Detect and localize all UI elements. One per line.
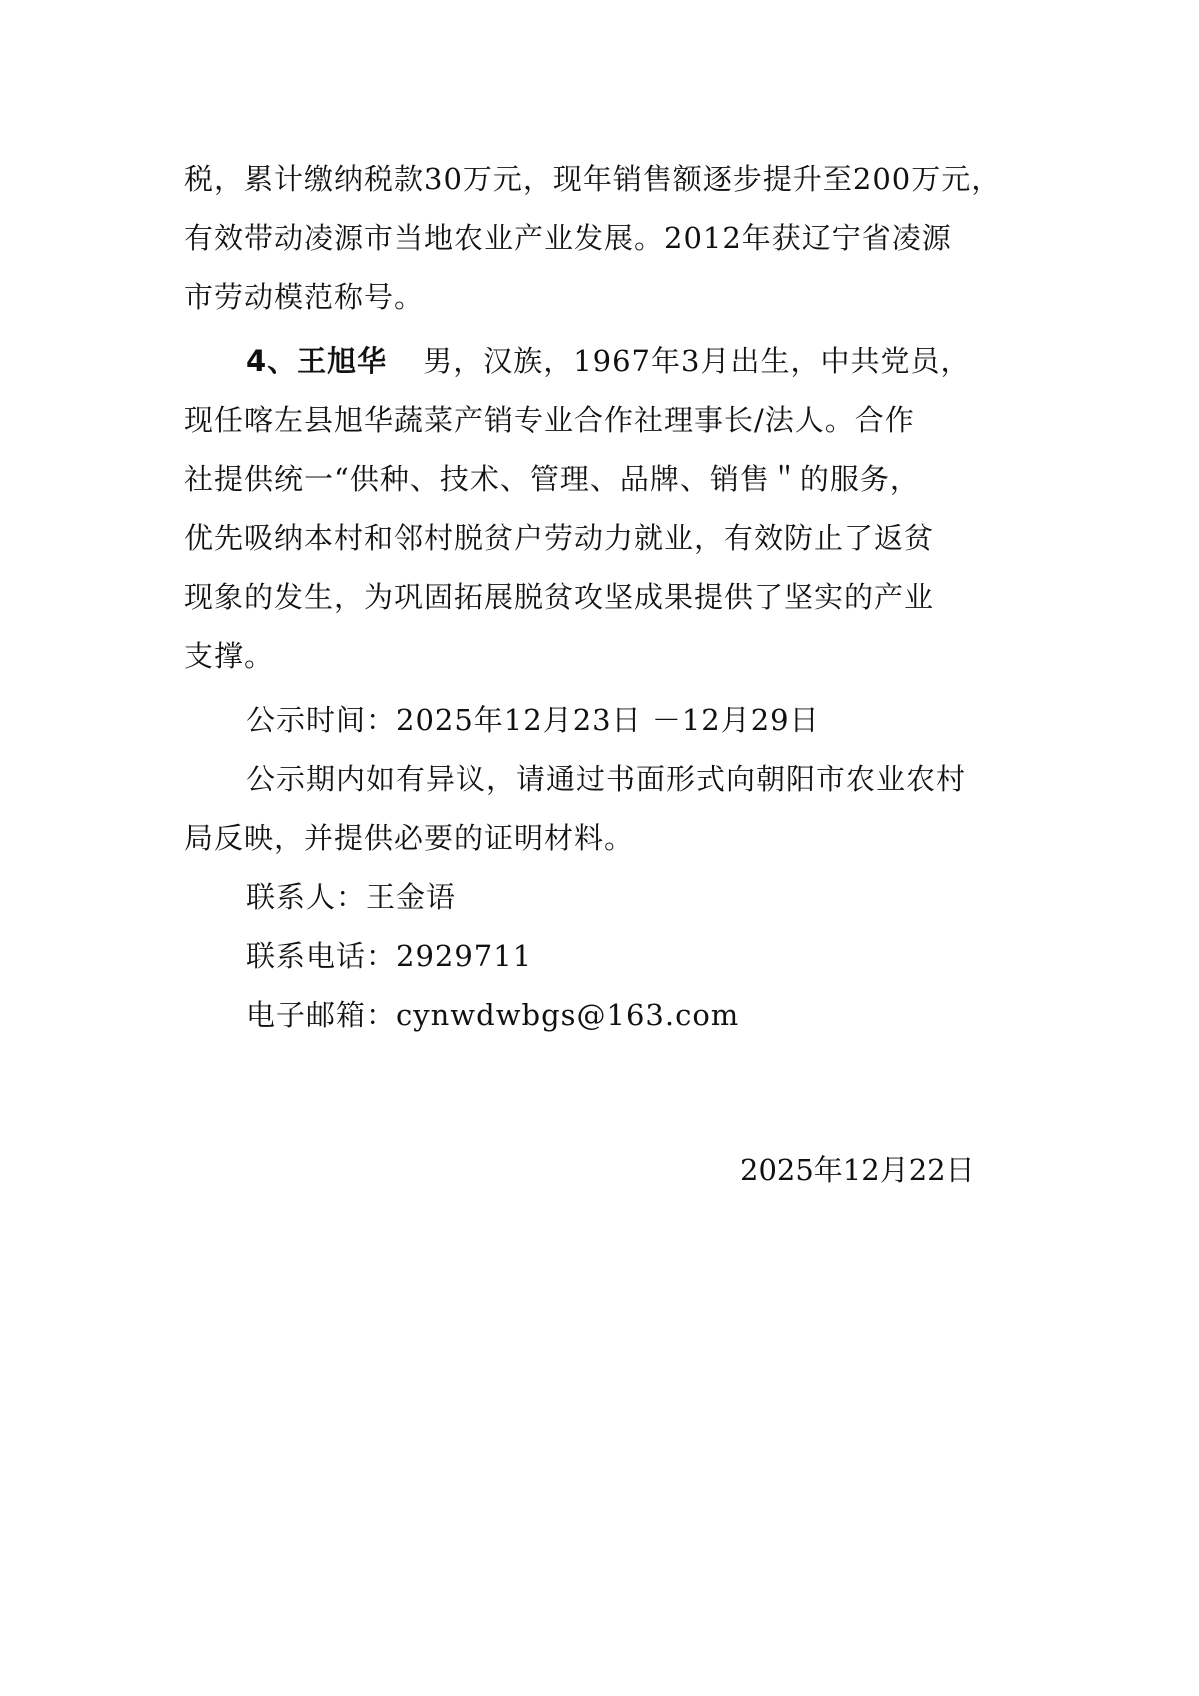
paragraph-line: 现象的发生，为巩固拓展脱贫攻坚成果提供了坚实的产业 (184, 580, 935, 614)
person-entry-first-line (184, 332, 1024, 391)
paragraph-line: 支撑。 (184, 639, 275, 673)
contact-email: 电子邮箱：cynwdwbgs@163.com (246, 998, 740, 1032)
person-name: 4、王旭华 (246, 344, 388, 378)
issue-date: 2025年12月22日 (740, 1153, 975, 1187)
paragraph-line: 有效带动凌源市当地农业产业发展。2012年获辽宁省凌源 (184, 221, 952, 255)
document-body (184, 150, 1024, 1045)
notice-period: 公示时间：2025年12月23日 －12月29日 (246, 703, 820, 737)
paragraph-line: 市劳动模范称号。 (184, 280, 425, 314)
objection-line: 局反映，并提供必要的证明材料。 (184, 821, 635, 855)
paragraph-line: 社提供统一“供种、技术、管理、品牌、销售＂的服务， (184, 462, 920, 496)
contact-phone: 联系电话：2929711 (246, 939, 533, 973)
paragraph-line: 税，累计缴纳税款30万元，现年销售额逐步提升至200万元， (184, 162, 1002, 196)
paragraph-line: 现任喀左县旭华蔬菜产销专业合作社理事长/法人。合作 (184, 403, 915, 437)
paragraph-line: 优先吸纳本村和邻村脱贫户劳动力就业，有效防止了返贫 (184, 521, 935, 555)
contact-person: 联系人：王金语 (246, 880, 457, 914)
person-description-start: 男，汉族，1967年3月出生，中共党员， (423, 344, 971, 378)
objection-line: 公示期内如有异议，请通过书面形式向朝阳市农业农村 (246, 762, 967, 796)
